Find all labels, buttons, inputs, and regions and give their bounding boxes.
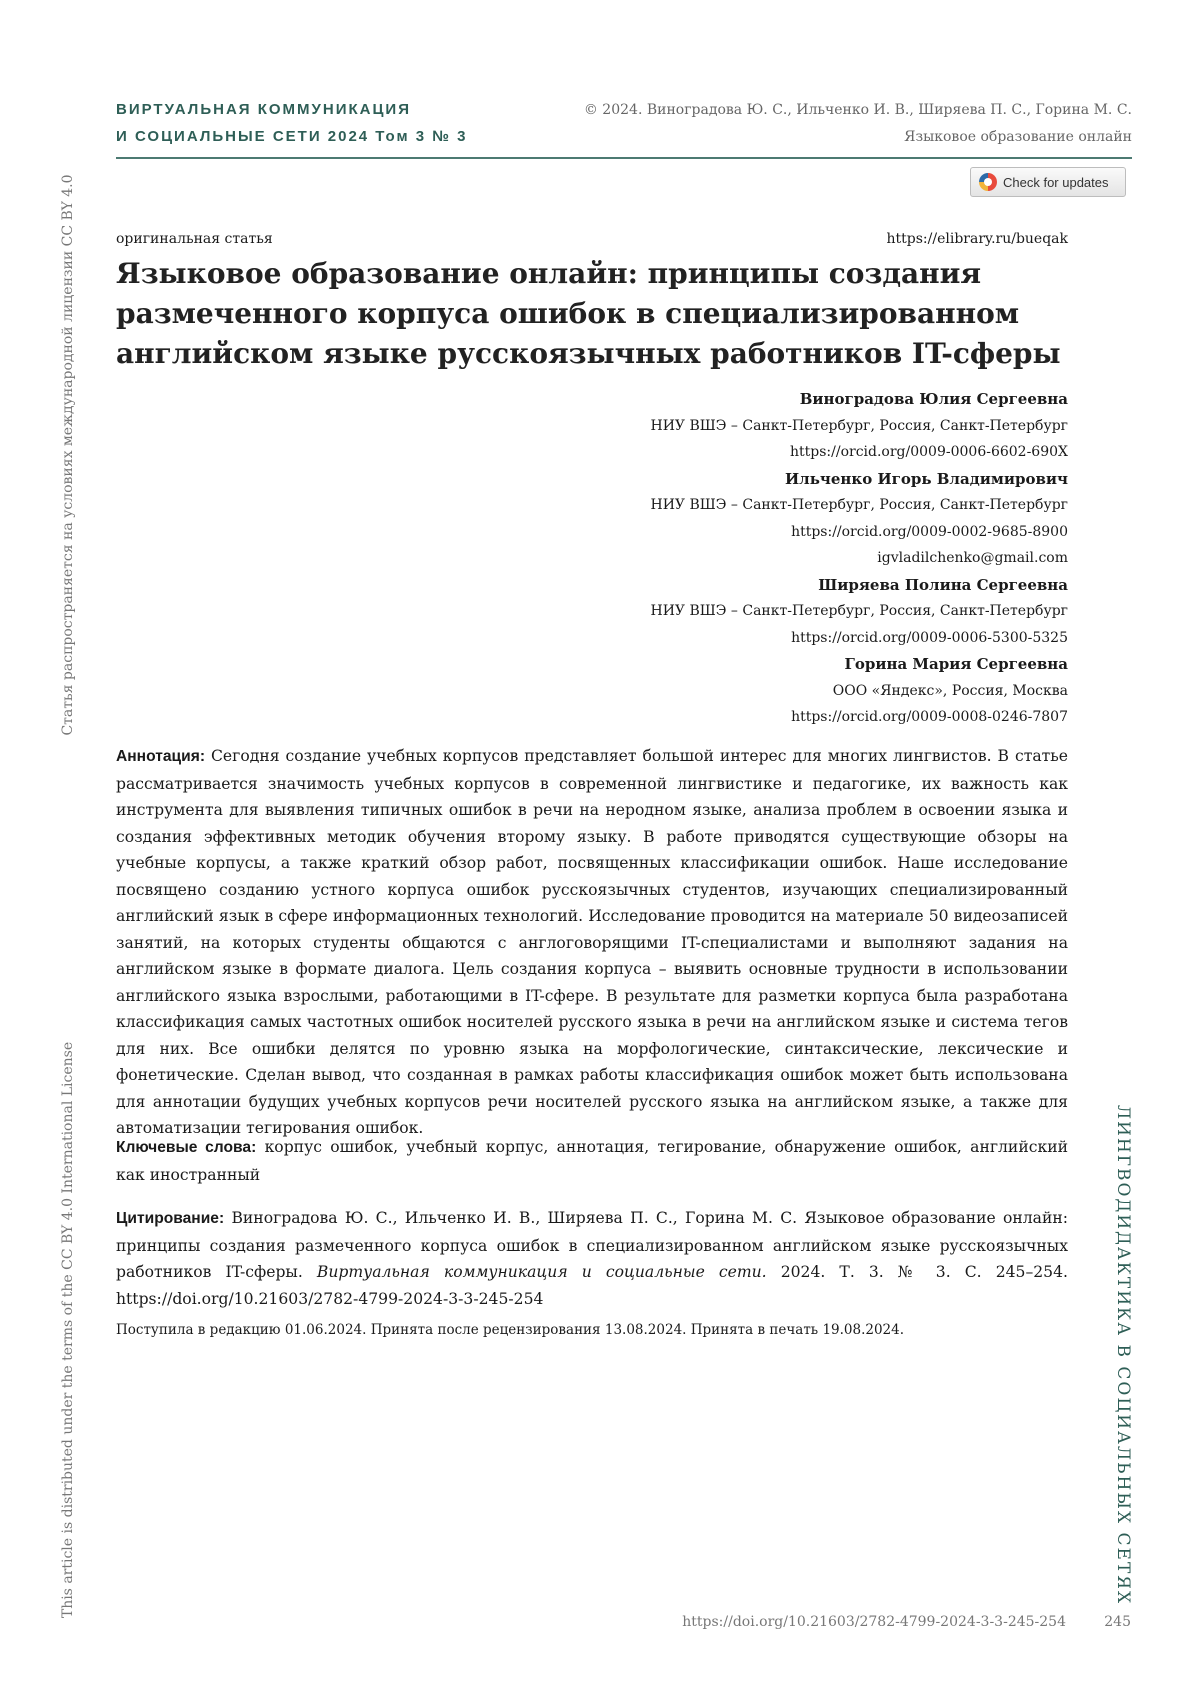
author-name: Ильченко Игорь Владимирович: [651, 466, 1068, 493]
journal-name-line1: ВИРТУАЛЬНАЯ КОММУНИКАЦИЯ: [116, 101, 411, 118]
author-email-link[interactable]: igvladilchenko@gmail.com: [651, 545, 1068, 572]
author-orcid-link[interactable]: https://orcid.org/0009-0006-5300-5325: [651, 625, 1068, 652]
title-line: английском языке русскоязычных работников IT-сферы: [116, 334, 1066, 374]
abstract-text: Сегодня создание учебных корпусов представляет большой интерес для многих лингвистов. В статье рассматривается значимость учебных корпусов в современной лингвистике и педагогике, их важность как инструмента для выявления типичных ошибок в речи на неродном языке, анализа проблем в освоении языка и создания эффективных методик обучения второму языку. В работе приводятся существующие обзоры на учебные корпусы, а также краткий обзор работ, посвященных классификации ошибок. Наше исследование посвящено созданию устного корпуса ошибок русскоязычных студентов, изучающих специализированный английский язык в сфере информационных технологий. Исследование проводится на материале 50 видеозаписей занятий, на которых студенты общаются с англоговорящими IT-специалистами и выполняют задания на английском языке в формате диалога. Цель создания корпуса – выявить основные трудности в использовании английского языка взрослыми, работающими в IT-сфере. В результате для разметки корпуса была разработана классификация самых частотных ошибок носителей русского языка в речи на английском языке и система тегов для них. Все ошибки делятся по уровню языка на морфологические, синтаксические, лексические и фонетические. Сделан вывод, что созданная в рамках работы классификация ошибок может быть использована для аннотации будущих учебных корпусов речи носителей русского языка на английском языке, а также для автоматизации тегирования ошибок.: [116, 747, 1068, 1137]
citation-doi-link[interactable]: https://doi.org/10.21603/2782-4799-2024-3-3-245-254: [116, 1290, 543, 1308]
author-name: Горина Мария Сергеевна: [651, 651, 1068, 678]
footer-doi-link[interactable]: https://doi.org/10.21603/2782-4799-2024-3-3-245-254: [682, 1614, 1066, 1630]
journal-name-line2: И СОЦИАЛЬНЫЕ СЕТИ 2024 Том 3 № 3: [116, 128, 468, 145]
author-orcid-link[interactable]: https://orcid.org/0009-0006-6602-690X: [651, 439, 1068, 466]
author-name: Виноградова Юлия Сергеевна: [651, 386, 1068, 413]
keywords-label: Ключевые слова:: [116, 1139, 256, 1156]
author-affiliation: НИУ ВШЭ – Санкт-Петербург, Россия, Санкт-Петербург: [651, 492, 1068, 519]
elibrary-link[interactable]: https://elibrary.ru/bueqak: [887, 231, 1068, 247]
title-line: размеченного корпуса ошибок в специализированном: [116, 294, 1066, 334]
author-affiliation: НИУ ВШЭ – Санкт-Петербург, Россия, Санкт-Петербург: [651, 413, 1068, 440]
abstract-label: Аннотация:: [116, 748, 205, 765]
author-orcid-link[interactable]: https://orcid.org/0009-0002-9685-8900: [651, 519, 1068, 546]
citation-issue: 2024. Т. 3. № 3. С. 245–254.: [781, 1263, 1068, 1281]
author-orcid-link[interactable]: https://orcid.org/0009-0008-0246-7807: [651, 704, 1068, 731]
citation-text: Виноградова Ю. С., Ильченко И. В., Ширяева П. С., Горина М. С. Языковое образование онлайн: принципы создания размеченного корпуса ошибок в специализированном английском языке русскоязычных работников IT-сферы.: [116, 1209, 1068, 1281]
license-note-en: This article is distributed under the terms of the CC BY 4.0 International License: [60, 1042, 76, 1618]
citation: [116, 1205, 1068, 1312]
crossmark-icon: [979, 173, 997, 191]
check-for-updates-button[interactable]: [970, 167, 1126, 197]
citation-journal: Виртуальная коммуникация и социальные сети.: [317, 1263, 767, 1281]
section-label: ЛИНГВОДИДАКТИКА В СОЦИАЛЬНЫХ СЕТЯХ: [1113, 1105, 1133, 1605]
running-title: Языковое образование онлайн: [904, 129, 1132, 145]
author-name: Ширяева Полина Сергеевна: [651, 572, 1068, 599]
article-type: оригинальная статья: [116, 231, 273, 247]
keywords: [116, 1134, 1068, 1188]
abstract: [116, 743, 1068, 1142]
article-title: [116, 254, 1066, 374]
keywords-text: корпус ошибок, учебный корпус, аннотация, тегирование, обнаружение ошибок, английский как иностранный: [116, 1138, 1068, 1184]
citation-label: Цитирование:: [116, 1210, 224, 1227]
author-affiliation: ООО «Яндекс», Россия, Москва: [651, 678, 1068, 705]
author-affiliation: НИУ ВШЭ – Санкт-Петербург, Россия, Санкт-Петербург: [651, 598, 1068, 625]
copyright-line: © 2024. Виноградова Ю. С., Ильченко И. В., Ширяева П. С., Горина М. С.: [584, 102, 1132, 118]
page-number: 245: [1104, 1614, 1131, 1630]
check-for-updates-label: Check for updates: [1003, 175, 1109, 190]
title-line: Языковое образование онлайн: принципы создания: [116, 254, 1066, 294]
license-note-ru: Статья распространяется на условиях международной лицензии CC BY 4.0: [60, 174, 76, 735]
header-divider: [116, 157, 1132, 159]
author-list: [651, 386, 1068, 731]
publication-history: Поступила в редакцию 01.06.2024. Принята после рецензирования 13.08.2024. Принята в печать 19.08.2024.: [116, 1322, 904, 1338]
